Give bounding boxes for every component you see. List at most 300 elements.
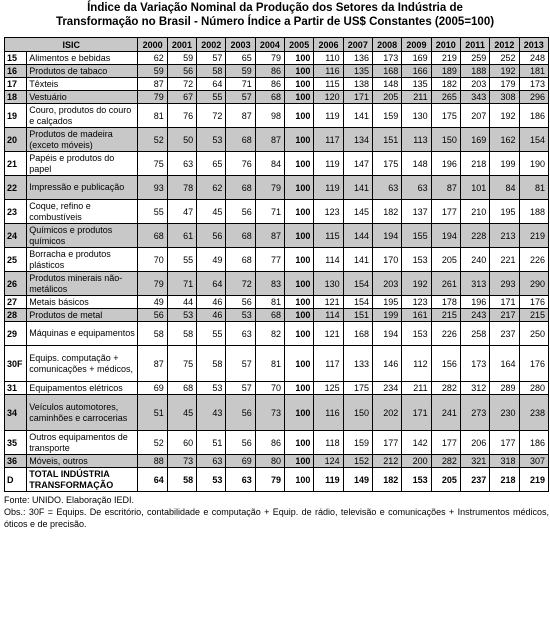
index-value: 53	[167, 309, 196, 322]
sector-name: Impressão e publicação	[27, 176, 138, 200]
index-value: 173	[372, 52, 401, 65]
index-value: 100	[285, 248, 314, 272]
index-value: 289	[490, 382, 519, 395]
index-value: 194	[372, 224, 401, 248]
index-value: 188	[460, 65, 489, 78]
index-value: 218	[490, 468, 519, 492]
header-year: 2009	[402, 38, 431, 52]
index-value: 119	[314, 152, 343, 176]
index-value: 186	[519, 104, 548, 128]
table-row	[5, 176, 549, 200]
index-value: 63	[226, 322, 255, 346]
index-value: 68	[255, 309, 284, 322]
index-value: 153	[402, 322, 431, 346]
index-value: 200	[402, 455, 431, 468]
index-value: 72	[197, 104, 226, 128]
index-value: 130	[402, 104, 431, 128]
index-value: 119	[314, 176, 343, 200]
index-value: 261	[431, 272, 460, 296]
index-value: 68	[226, 224, 255, 248]
index-value: 100	[285, 224, 314, 248]
table-row	[5, 395, 549, 431]
index-value: 215	[431, 309, 460, 322]
table-row	[5, 91, 549, 104]
index-value: 282	[431, 455, 460, 468]
index-value: 117	[314, 128, 343, 152]
index-value: 202	[372, 395, 401, 431]
isic-code: 22	[5, 176, 27, 200]
sector-name: Borracha e produtos plásticos	[27, 248, 138, 272]
index-value: 178	[431, 296, 460, 309]
isic-code: 35	[5, 431, 27, 455]
index-value: 53	[197, 128, 226, 152]
index-value: 75	[167, 346, 196, 382]
index-value: 205	[431, 248, 460, 272]
index-value: 84	[255, 152, 284, 176]
index-value: 168	[343, 322, 372, 346]
index-value: 188	[519, 200, 548, 224]
table-row	[5, 200, 549, 224]
header-isic: ISIC	[5, 38, 138, 52]
index-value: 228	[460, 224, 489, 248]
index-value: 52	[138, 431, 167, 455]
index-value: 43	[197, 395, 226, 431]
index-value: 79	[255, 176, 284, 200]
index-value: 57	[226, 382, 255, 395]
sector-name: Veículos automotores, caminhões e carrocerias	[27, 395, 138, 431]
table-row	[5, 52, 549, 65]
index-value: 60	[167, 431, 196, 455]
index-value: 55	[197, 322, 226, 346]
isic-code: 21	[5, 152, 27, 176]
header-year: 2005	[285, 38, 314, 52]
index-value: 100	[285, 152, 314, 176]
index-value: 56	[167, 65, 196, 78]
index-value: 100	[285, 309, 314, 322]
index-value: 64	[138, 468, 167, 492]
isic-code: 19	[5, 104, 27, 128]
index-value: 70	[138, 248, 167, 272]
index-value: 100	[285, 78, 314, 91]
index-value: 171	[402, 395, 431, 431]
index-value: 237	[460, 468, 489, 492]
source-note: Fonte: UNIDO. Elaboração IEDI.	[4, 495, 135, 505]
index-value: 47	[167, 200, 196, 224]
index-value: 63	[167, 152, 196, 176]
index-value: 173	[519, 78, 548, 91]
index-value: 175	[431, 104, 460, 128]
index-value: 210	[460, 200, 489, 224]
index-value: 100	[285, 272, 314, 296]
index-value: 313	[460, 272, 489, 296]
isic-code: 24	[5, 224, 27, 248]
index-value: 46	[197, 296, 226, 309]
index-value: 72	[167, 78, 196, 91]
index-value: 63	[226, 468, 255, 492]
index-value: 166	[402, 65, 431, 78]
index-value: 177	[431, 200, 460, 224]
index-value: 62	[197, 176, 226, 200]
header-year: 2004	[255, 38, 284, 52]
index-value: 87	[138, 78, 167, 91]
index-value: 44	[167, 296, 196, 309]
index-value: 308	[490, 91, 519, 104]
index-value: 100	[285, 65, 314, 78]
index-value: 76	[226, 152, 255, 176]
index-value: 55	[197, 91, 226, 104]
index-value: 248	[519, 52, 548, 65]
index-value: 189	[431, 65, 460, 78]
index-value: 73	[255, 395, 284, 431]
index-value: 62	[138, 52, 167, 65]
sector-name: Produtos de metal	[27, 309, 138, 322]
index-value: 195	[490, 200, 519, 224]
table-row	[5, 152, 549, 176]
index-value: 51	[197, 431, 226, 455]
index-value: 234	[372, 382, 401, 395]
index-value: 55	[138, 200, 167, 224]
isic-code: 25	[5, 248, 27, 272]
index-value: 211	[402, 382, 431, 395]
index-value: 51	[138, 395, 167, 431]
table-row	[5, 346, 549, 382]
index-value: 86	[255, 65, 284, 78]
index-value: 219	[519, 224, 548, 248]
index-value: 259	[460, 52, 489, 65]
table-row	[5, 78, 549, 91]
index-value: 321	[460, 455, 489, 468]
index-value: 59	[167, 52, 196, 65]
index-value: 171	[343, 91, 372, 104]
header-year: 2006	[314, 38, 343, 52]
index-value: 101	[460, 176, 489, 200]
index-value: 100	[285, 91, 314, 104]
index-value: 100	[285, 322, 314, 346]
index-value: 100	[285, 382, 314, 395]
index-value: 136	[343, 52, 372, 65]
index-value: 138	[343, 78, 372, 91]
index-value: 81	[138, 104, 167, 128]
isic-code: 20	[5, 128, 27, 152]
index-value: 45	[167, 395, 196, 431]
index-value: 100	[285, 200, 314, 224]
table-row	[5, 322, 549, 346]
index-value: 63	[197, 455, 226, 468]
index-value: 83	[255, 272, 284, 296]
index-value: 164	[490, 346, 519, 382]
index-value: 119	[314, 104, 343, 128]
index-value: 58	[197, 65, 226, 78]
index-value: 241	[431, 395, 460, 431]
index-value: 121	[314, 296, 343, 309]
index-value: 230	[490, 395, 519, 431]
index-value: 203	[460, 78, 489, 91]
index-value: 57	[226, 346, 255, 382]
header-year: 2011	[460, 38, 489, 52]
index-value: 115	[314, 224, 343, 248]
isic-code: 16	[5, 65, 27, 78]
index-value: 141	[343, 176, 372, 200]
index-value: 151	[343, 309, 372, 322]
index-value: 171	[490, 296, 519, 309]
index-value: 58	[167, 468, 196, 492]
sector-name: Produtos minerais não-metálicos	[27, 272, 138, 296]
sector-name: Móveis, outros	[27, 455, 138, 468]
title-line-1: Índice da Variação Nominal da Produção dos Setores da Indústria de	[87, 2, 463, 14]
index-table	[4, 37, 549, 492]
index-value: 123	[402, 296, 431, 309]
index-value: 53	[197, 468, 226, 492]
index-value: 182	[431, 78, 460, 91]
index-value: 205	[431, 468, 460, 492]
index-value: 46	[197, 309, 226, 322]
sector-name: Outros equipamentos de transporte	[27, 431, 138, 455]
index-value: 153	[402, 468, 431, 492]
isic-code: 17	[5, 78, 27, 91]
index-value: 145	[343, 200, 372, 224]
index-value: 59	[138, 65, 167, 78]
index-value: 100	[285, 176, 314, 200]
index-value: 118	[314, 431, 343, 455]
sector-name: Químicos e produtos químicos	[27, 224, 138, 248]
index-value: 176	[519, 346, 548, 382]
index-value: 98	[255, 104, 284, 128]
index-value: 77	[255, 248, 284, 272]
sector-name: Produtos de madeira (exceto móveis)	[27, 128, 138, 152]
sector-name: Têxteis	[27, 78, 138, 91]
index-value: 114	[314, 248, 343, 272]
index-value: 142	[402, 431, 431, 455]
index-value: 238	[519, 395, 548, 431]
sector-name: Papéis e produtos do papel	[27, 152, 138, 176]
index-value: 195	[372, 296, 401, 309]
index-value: 211	[402, 91, 431, 104]
index-value: 71	[226, 78, 255, 91]
isic-code: 15	[5, 52, 27, 65]
index-value: 151	[372, 128, 401, 152]
index-value: 63	[372, 176, 401, 200]
header-year: 2001	[167, 38, 196, 52]
isic-code: 30F	[5, 346, 27, 382]
index-value: 219	[431, 52, 460, 65]
header-year: 2013	[519, 38, 548, 52]
index-value: 68	[226, 176, 255, 200]
index-value: 56	[226, 200, 255, 224]
index-value: 117	[314, 346, 343, 382]
table-row	[5, 104, 549, 128]
index-value: 65	[226, 52, 255, 65]
index-value: 159	[372, 104, 401, 128]
index-value: 115	[314, 78, 343, 91]
index-value: 243	[460, 309, 489, 322]
index-value: 280	[519, 382, 548, 395]
index-value: 265	[431, 91, 460, 104]
table-row	[5, 272, 549, 296]
index-value: 179	[490, 78, 519, 91]
index-value: 141	[343, 104, 372, 128]
index-value: 121	[314, 322, 343, 346]
index-value: 78	[167, 176, 196, 200]
index-value: 147	[343, 152, 372, 176]
index-value: 88	[138, 455, 167, 468]
index-value: 93	[138, 176, 167, 200]
title-line-2: Transformação no Brasil - Número Índice a Partir de US$ Constantes (2005=100)	[55, 15, 495, 28]
index-value: 86	[255, 431, 284, 455]
header-row	[5, 38, 549, 52]
index-value: 176	[519, 296, 548, 309]
index-value: 87	[138, 346, 167, 382]
index-value: 312	[460, 382, 489, 395]
index-value: 87	[431, 176, 460, 200]
index-value: 150	[343, 395, 372, 431]
index-value: 82	[255, 322, 284, 346]
notes	[4, 494, 549, 530]
index-value: 56	[138, 309, 167, 322]
sector-name: Coque, refino e combustíveis	[27, 200, 138, 224]
index-value: 100	[285, 346, 314, 382]
index-value: 226	[519, 248, 548, 272]
sector-name: Máquinas e equipamentos	[27, 322, 138, 346]
index-value: 53	[197, 382, 226, 395]
index-value: 100	[285, 468, 314, 492]
index-value: 71	[255, 200, 284, 224]
index-value: 134	[343, 128, 372, 152]
index-value: 119	[314, 468, 343, 492]
index-value: 130	[314, 272, 343, 296]
index-value: 190	[519, 152, 548, 176]
sector-name: Vestuário	[27, 91, 138, 104]
index-value: 110	[314, 52, 343, 65]
index-value: 154	[343, 272, 372, 296]
index-value: 155	[402, 224, 431, 248]
index-value: 206	[460, 431, 489, 455]
sector-name: Produtos de tabaco	[27, 65, 138, 78]
index-value: 177	[431, 431, 460, 455]
table-row	[5, 65, 549, 78]
index-value: 84	[490, 176, 519, 200]
index-value: 79	[138, 272, 167, 296]
index-value: 237	[490, 322, 519, 346]
index-value: 100	[285, 128, 314, 152]
index-value: 273	[460, 395, 489, 431]
index-value: 68	[226, 128, 255, 152]
index-value: 162	[490, 128, 519, 152]
index-value: 194	[431, 224, 460, 248]
index-value: 177	[490, 431, 519, 455]
index-value: 112	[402, 346, 431, 382]
index-value: 250	[519, 322, 548, 346]
index-value: 116	[314, 395, 343, 431]
index-value: 64	[197, 272, 226, 296]
index-value: 68	[255, 91, 284, 104]
index-value: 100	[285, 52, 314, 65]
index-value: 148	[402, 152, 431, 176]
index-value: 192	[490, 104, 519, 128]
document-title	[0, 0, 550, 29]
index-value: 53	[226, 309, 255, 322]
index-value: 192	[402, 272, 431, 296]
index-value: 55	[167, 248, 196, 272]
index-value: 186	[519, 431, 548, 455]
index-value: 79	[255, 52, 284, 65]
index-value: 152	[343, 455, 372, 468]
index-value: 125	[314, 382, 343, 395]
index-value: 144	[343, 224, 372, 248]
index-value: 148	[372, 78, 401, 91]
index-value: 213	[490, 224, 519, 248]
index-value: 170	[372, 248, 401, 272]
index-value: 68	[226, 248, 255, 272]
header-year: 2000	[138, 38, 167, 52]
table-row	[5, 296, 549, 309]
table-row	[5, 248, 549, 272]
header-year: 2010	[431, 38, 460, 52]
table-row	[5, 382, 549, 395]
index-value: 81	[255, 296, 284, 309]
index-value: 56	[197, 224, 226, 248]
index-value: 141	[343, 248, 372, 272]
index-value: 73	[167, 455, 196, 468]
table-row	[5, 455, 549, 468]
index-value: 199	[490, 152, 519, 176]
index-value: 154	[519, 128, 548, 152]
index-value: 86	[255, 78, 284, 91]
table-body	[5, 52, 549, 492]
index-value: 212	[372, 455, 401, 468]
index-value: 150	[431, 128, 460, 152]
index-value: 168	[372, 65, 401, 78]
isic-code: 36	[5, 455, 27, 468]
table-row	[5, 468, 549, 492]
index-value: 70	[255, 382, 284, 395]
index-value: 76	[167, 104, 196, 128]
index-value: 45	[197, 200, 226, 224]
index-value: 290	[519, 272, 548, 296]
index-value: 149	[343, 468, 372, 492]
table-row	[5, 128, 549, 152]
index-value: 116	[314, 65, 343, 78]
header-year: 2007	[343, 38, 372, 52]
index-value: 175	[372, 152, 401, 176]
index-value: 156	[431, 346, 460, 382]
index-value: 343	[460, 91, 489, 104]
index-value: 159	[343, 431, 372, 455]
isic-code: 18	[5, 91, 27, 104]
isic-code: 31	[5, 382, 27, 395]
index-value: 296	[519, 91, 548, 104]
index-value: 100	[285, 455, 314, 468]
isic-code: 34	[5, 395, 27, 431]
index-value: 58	[167, 322, 196, 346]
header-year: 2002	[197, 38, 226, 52]
index-value: 205	[372, 91, 401, 104]
index-value: 100	[285, 296, 314, 309]
index-value: 71	[167, 272, 196, 296]
header-year: 2003	[226, 38, 255, 52]
index-value: 153	[402, 248, 431, 272]
isic-code: 29	[5, 322, 27, 346]
index-value: 194	[372, 322, 401, 346]
index-value: 114	[314, 309, 343, 322]
isic-code: 28	[5, 309, 27, 322]
index-value: 161	[402, 309, 431, 322]
isic-code: 27	[5, 296, 27, 309]
index-value: 56	[226, 296, 255, 309]
obs-note: Obs.: 30F = Equips. De escritório, contabilidade e computação + Equip. de rádio, televisão e comunicações + Instrumentos médicos, óticos e de precisão.	[4, 507, 549, 529]
index-value: 169	[402, 52, 431, 65]
index-value: 135	[343, 65, 372, 78]
index-value: 173	[460, 346, 489, 382]
